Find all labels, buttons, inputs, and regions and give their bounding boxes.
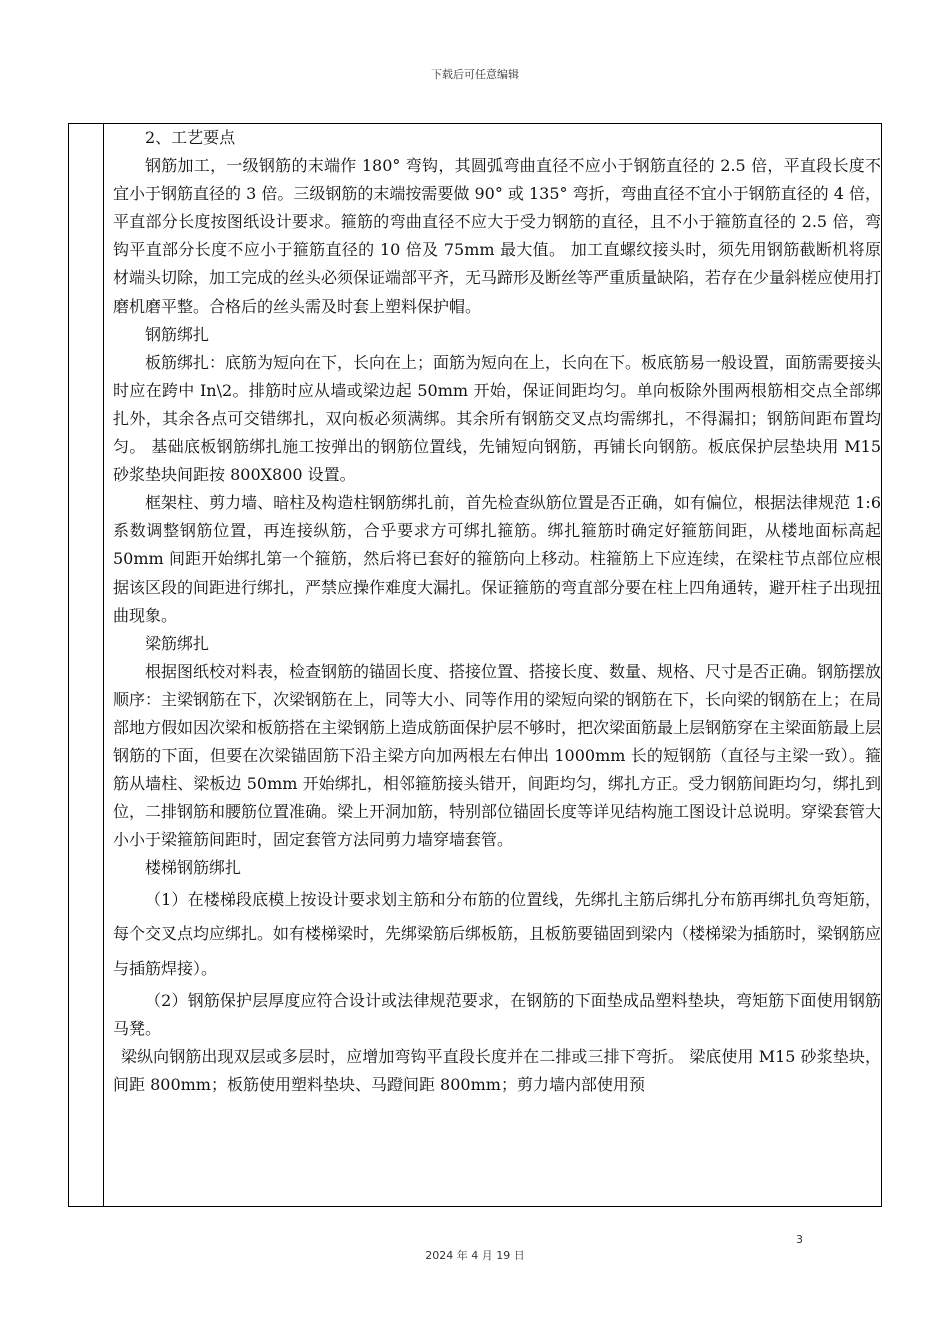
table-column-divider <box>103 124 104 1206</box>
paragraph-beam-longitudinal: 梁纵向钢筋出现双层或多层时，应增加弯钩平直段长度并在二排或三排下弯折。 梁底使用 M15 砂浆垫块，间距 800mm；板筋使用塑料垫块、马蹬间距 800mm；剪力墙内部使用预 <box>113 1047 881 1095</box>
section-heading-stair-binding: 楼梯钢筋绑扎 <box>145 858 242 878</box>
content-table <box>68 123 882 1207</box>
paragraph-rebar-processing: 钢筋加工，一级钢筋的末端作 180° 弯钩，其圆弧弯曲直径不应小于钢筋直径的 2.5 倍，平直段长度不宜小于钢筋直径的 3 倍。三级钢筋的末端按需要做 90° 或 135° 弯折，弯曲直径不宜小于钢筋直径的 4 倍，平直部分长度按图纸设计要求。箍筋的弯曲直径不应大于受力钢筋的直径，且不小于箍筋直径的 2.5 倍，弯钩平直部分长度不应小于箍筋直径的 10 倍及 75mm 最大值。 加工直螺纹接头时，须先用钢筋截断机将原材端头切除，加工完成的丝头必须保证端部平齐，无马蹄形及断丝等严重质量缺陷，若存在少量斜槎应使用打磨机磨平整。合格后的丝头需及时套上塑料保护帽。 <box>113 156 881 316</box>
page-number: 3 <box>796 1233 803 1246</box>
paragraph-stair-step-1: （1）在楼梯段底模上按设计要求划主筋和分布筋的位置线，先绑扎主筋后绑扎分布筋再绑扎负弯矩筋，每个交叉点均应绑扎。如有楼梯梁时，先绑梁筋后绑板筋，且板筋要锚固到梁内（楼梯梁为插筋时，梁钢筋应与插筋焊接）。 <box>113 889 881 979</box>
section-heading-rebar-binding: 钢筋绑扎 <box>145 324 210 344</box>
footer-date: 2024 年 4 月 19 日 <box>425 1249 525 1262</box>
section-heading-beam-binding: 梁筋绑扎 <box>145 633 210 653</box>
paragraph-stair-step-2: （2）钢筋保护层厚度应符合设计或法律规范要求，在钢筋的下面垫成品塑料垫块，弯矩筋下面使用钢筋马凳。 <box>113 990 881 1039</box>
paragraph-beam-binding: 根据图纸校对料表，检查钢筋的锚固长度、搭接位置、搭接长度、数量、规格、尺寸是否正确。钢筋摆放顺序：主梁钢筋在下，次梁钢筋在上，同等大小、同等作用的梁短向梁的钢筋在下，长向梁的钢筋在上；在局部地方假如因次梁和板筋搭在主梁钢筋上造成筋面保护层不够时，把次梁面筋最上层钢筋穿在主梁面筋最上层钢筋的下面，但要在次梁锚固筋下沿主梁方向加两根左右伸出 1000mm 长的短钢筋（直径与主梁一致）。箍筋从墙柱、梁板边 50mm 开始绑扎，相邻箍筋接头错开，间距均匀，绑扎方正。受力钢筋间距均匀，绑扎到位，二排钢筋和腰筋位置准确。梁上开洞加筋，特别部位锚固长度等详见结构施工图设计总说明。穿梁套管大小小于梁箍筋间距时，固定套管方法同剪力墙穿墙套管。 <box>113 661 881 850</box>
paragraph-column-binding: 框架柱、剪力墙、暗柱及构造柱钢筋绑扎前，首先检查纵筋位置是否正确，如有偏位，根据法律规范 1:6 系数调整钢筋位置，再连接纵筋，合乎要求方可绑扎箍筋。绑扎箍筋时确定好箍筋间距，从楼地面标高起 50mm 间距开始绑扎第一个箍筋，然后将已套好的箍筋向上移动。柱箍筋上下应连续，在梁柱节点部位应根据该区段的间距进行绑扎，严禁应操作难度大漏扎。保证箍筋的弯直部分要在柱上四角通转，避开柱子出现扭曲现象。 <box>113 493 881 625</box>
paragraph-slab-binding: 板筋绑扎：底筋为短向在下，长向在上；面筋为短向在上，长向在下。板底筋易一般设置，面筋需要接头时应在跨中 In\2。排筋时应从墙或梁边起 50mm 开始，保证间距均匀。单向板除外围两根筋相交点全部绑扎外，其余各点可交错绑扎，双向板必须满绑。其余所有钢筋交叉点均需绑扎，不得漏扣；钢筋间距布置均匀。 基础底板钢筋绑扎施工按弹出的钢筋位置线，先铺短向钢筋，再铺长向钢筋。板底保护层垫块用 M15 砂浆垫块间距按 800X800 设置。 <box>113 352 881 485</box>
page-header: 下载后可任意编辑 <box>431 68 519 81</box>
table-content-cell <box>113 124 881 1206</box>
section-heading-process: 2、工艺要点 <box>145 128 236 147</box>
